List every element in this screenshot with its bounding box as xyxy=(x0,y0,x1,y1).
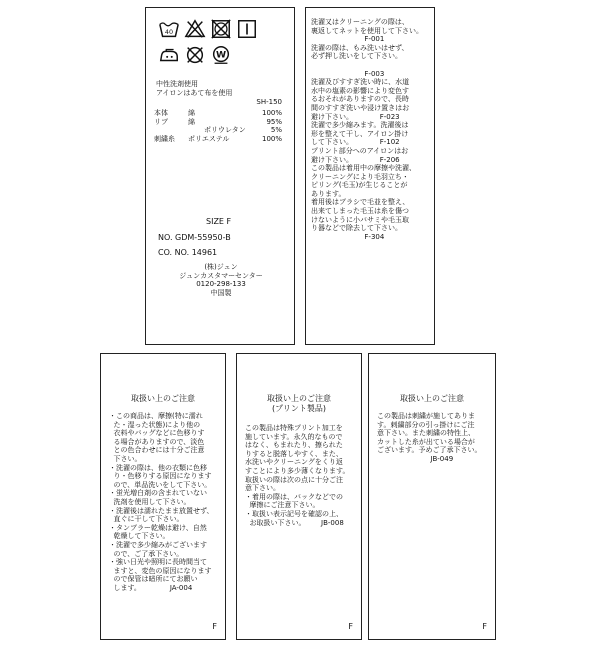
svg-text:W: W xyxy=(215,49,227,61)
composition-part: 本体 xyxy=(154,109,168,117)
size-label: SIZE F xyxy=(206,217,232,226)
composition-table xyxy=(154,109,282,143)
composition-part xyxy=(154,126,188,135)
composition-percent: 100% xyxy=(261,134,282,143)
care-note-iron: アイロンはあて布を使用 xyxy=(156,88,233,97)
caution-text: この製品は刺繍が施してありま す。刺繍部分の引っ掛けにご注 意下さい。また刺繍の特性上、 カットした糸が出ている場合が ございます。予めご了承下さい。 JB-049 xyxy=(377,412,482,463)
caution-title xyxy=(237,394,361,414)
caution-tag-general xyxy=(100,353,226,640)
care-note-detergent: 中性洗剤使用 xyxy=(156,80,198,88)
care-symbols xyxy=(158,18,268,70)
caution-text: この製品は特殊プリント加工を 施しています。永久的なもので はなく、もまれたり、擦られた りすると脱落しやすく、また、 水洗いやクリーニングをくり返 すことにより多少薄くなります。 取扱いの際は次の点に十分ご注 意下さい。 ・着用の際は、バックなどでの 摩擦にご注意下さい。 ・取扱い表示記号を確認の上、 お取扱い下さい。 JB-008 xyxy=(245,424,350,527)
tumble-dry-not-allowed-icon xyxy=(210,18,232,40)
caution-title-main: 取扱い上のご注意 xyxy=(267,394,331,403)
care-label-instructions xyxy=(305,7,435,345)
composition-percent: 95% xyxy=(266,117,282,126)
caution-title: 取扱い上のご注意 xyxy=(400,394,464,403)
country-of-origin: 中国製 xyxy=(210,288,232,297)
caution-tag-print xyxy=(236,353,362,640)
care-notes xyxy=(156,80,232,97)
size-mark: F xyxy=(348,622,353,631)
company-name: (株)ジュン xyxy=(204,263,238,271)
customer-center: ジュンカスタマーセンター xyxy=(179,271,263,280)
care-code: SH-150 xyxy=(256,98,282,106)
line-dry-icon xyxy=(236,18,258,40)
care-label-main xyxy=(145,7,295,345)
composition-percent: 5% xyxy=(270,126,282,135)
composition-row xyxy=(154,126,282,135)
instruction-text: 洗濯又はクリーニングの際は、 裏返してネットを使用して下さい。 F-001 洗濯の際は、もみ洗いはせず、 必ず押し洗いをして下さい。 F-003 洗濯及びすすぎ洗い時に、水道 水中の塩素の影響により変色す るおそれがありますので、長時 間のすすぎ洗いや浸け置きはお 避け下さい。 F-023 洗濯で多少縮みます。洗濯後は 形を整えて干し、アイロン掛け して下さい。 F-102 プリント部分へのアイロンはお 避け下さい。 F-206 この製品は着用中の摩擦や洗濯、 クリーニングにより毛羽立ち・ ピリング(毛玉)が生じることが あります。 着用後はブラシで毛並を整え、 出来てしまった毛玉は糸を傷つ けないように小バサミや毛玉取 り器などで除去して下さい。 F-304 xyxy=(311,18,423,241)
dry-clean-not-allowed-icon xyxy=(184,44,206,66)
wash-tub-40-icon xyxy=(158,18,180,40)
composition-part: 刺繍糸 xyxy=(154,134,175,143)
composition-part: リブ xyxy=(154,117,168,126)
composition-material: 綿 xyxy=(188,109,195,117)
caution-tag-embroidery xyxy=(368,353,496,640)
co-number: CO. NO. 14961 xyxy=(158,248,218,257)
composition-percent: 100% xyxy=(261,109,282,117)
composition-material: ポリウレタン xyxy=(204,126,246,135)
composition-row xyxy=(154,135,282,144)
caution-title: 取扱い上のご注意 xyxy=(131,394,195,403)
composition-material: ポリエステル xyxy=(188,134,230,143)
company-info xyxy=(146,263,296,297)
wet-clean-icon xyxy=(210,44,232,66)
phone-number: 0120-298-133 xyxy=(196,280,246,289)
bleach-not-allowed-icon xyxy=(184,18,206,40)
size-mark: F xyxy=(212,622,217,631)
caution-subtitle: (プリント製品) xyxy=(272,404,326,413)
size-mark: F xyxy=(482,622,487,631)
iron-medium-icon xyxy=(158,44,180,66)
product-number: NO. GDM-55950-B xyxy=(158,233,231,242)
wash-temp-label: 40 xyxy=(164,28,174,37)
composition-row xyxy=(154,109,282,118)
composition-row xyxy=(154,118,282,127)
composition-material: 綿 xyxy=(188,117,195,126)
caution-text: ・この商品は、摩擦(特に濡れ た・湿った状態)により他の 衣料やバッグなどに色移りす る場合がありますので、淡色 との色合わせには十分ご注意 下さい。 ・洗濯の際は、他の衣類に色移 り・色移りする原因になります ので、単品洗いをして下さい。 ・蛍光増白剤の含まれていない 洗剤を使用して下さい。 ・洗濯後は濡れたまま放置せず、 直ぐに干して下さい。 ・タンブラー乾燥は避け、自然 乾燥して下さい。 ・洗濯で多少縮みがございます ので、ご了承下さい。 ・強い日光や照明に長時間当て ますと、変色の原因になります ので保管は暗所にてお願い します。 JA-004 xyxy=(109,412,214,592)
